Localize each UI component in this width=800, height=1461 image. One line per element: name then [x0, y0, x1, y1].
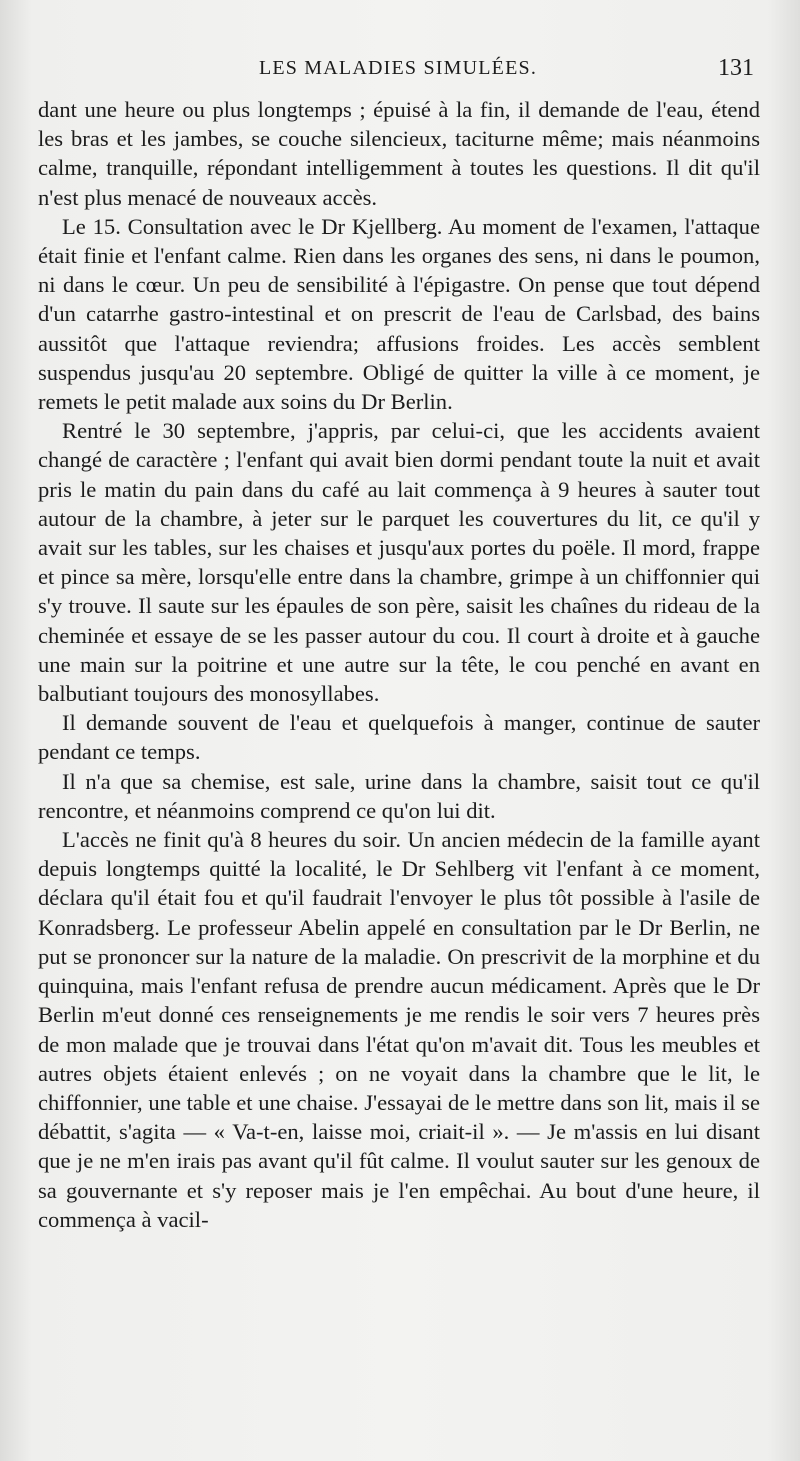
page-number: 131: [718, 55, 754, 81]
paragraph: dant une heure ou plus longtemps ; épuisé à la fin, il demande de l'eau, étend les bras et les jambes, se couche silencieux, taciturne même; mais néanmoins calme, tranquille, répondant intelligemment à toutes les questions. Il dit qu'il n'est plus menacé de nouveaux accès.: [38, 97, 760, 210]
paragraph: Rentré le 30 septembre, j'appris, par celui-ci, que les accidents avaient changé de caractère ; l'enfant qui avait bien dormi pendant toute la nuit et avait pris le matin du pain dans du café au lait commença à 9 heures à sauter tout autour de la chambre, à jeter sur le parquet les couvertures du lit, ce qu'il y avait sur les tables, sur les chaises et jusqu'aux portes du poële. Il mord, frappe et pince sa mère, lorsqu'elle entre dans la chambre, grimpe à un chiffonnier qui s'y trouve. Il saute sur les épaules de son père, saisit les chaînes du rideau de la cheminée et essaye de se les passer autour du cou. Il court à droite et à gauche une main sur la poitrine et une autre sur la tête, le cou penché en avant en balbutiant toujours des monosyllabes.: [38, 418, 760, 707]
paragraph: Il n'a que sa chemise, est sale, urine dans la chambre, saisit tout ce qu'il rencontre, et néanmoins comprend ce qu'on lui dit.: [38, 768, 760, 823]
body-text: [38, 95, 760, 1234]
running-title: LES MALADIES SIMULÉES.: [258, 57, 538, 79]
paragraph: Il demande souvent de l'eau et quelquefois à manger, continue de sauter pendant ce temps.: [38, 710, 760, 765]
paragraph: Le 15. Consultation avec le Dr Kjellberg. Au moment de l'examen, l'attaque était finie et l'enfant calme. Rien dans les organes des sens, ni dans le poumon, ni dans le cœur. Un peu de sensibilité à l'épigastre. On pense que tout dépend d'un catarrhe gastro-intestinal et on prescrit de l'eau de Carlsbad, des bains aussitôt que l'attaque reviendra; affusions froides. Les accès semblent suspendus jusqu'au 20 septembre. Obligé de quitter la ville à ce moment, je remets le petit malade aux soins du Dr Berlin.: [38, 213, 760, 415]
paragraph: L'accès ne finit qu'à 8 heures du soir. Un ancien médecin de la famille ayant depuis longtemps quitté la localité, le Dr Sehlberg vit l'enfant à ce moment, déclara qu'il était fou et qu'il faudrait l'envoyer le plus tôt possible à l'asile de Konradsberg. Le professeur Abelin appelé en consultation par le Dr Berlin, ne put se prononcer sur la nature de la maladie. On prescrivit de la morphine et du quinquina, mais l'enfant refusa de prendre aucun médicament. Après que le Dr Berlin m'eut donné ces renseignements je me rendis le soir vers 7 heures près de mon malade que je trouvai dans l'état qu'on m'avait dit. Tous les meubles et autres objets étaient enlevés ; on ne voyait dans la chambre que le lit, le chiffonnier, une table et une chaise. J'essayai de le mettre dans son lit, mais il se débattit, s'agita — « Va-t-en, laisse moi, criait-il ». — Je m'assis en lui disant que je ne m'en irais pas avant qu'il fût calme. Il voulut sauter sur les genoux de sa gouvernante et s'y reposer mais je l'en empêchai. Au bout d'une heure, il commença à vacil-: [38, 827, 760, 1232]
page-header: [38, 55, 758, 89]
